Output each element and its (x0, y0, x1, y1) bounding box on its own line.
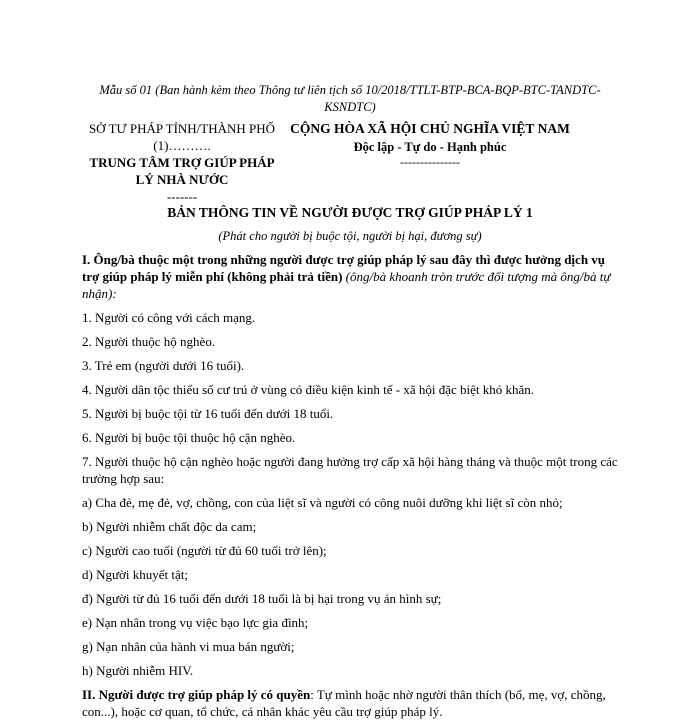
agency-divider: ------- (166, 189, 198, 204)
list-item: a) Cha đẻ, mẹ đẻ, vợ, chồng, con của liệt sĩ và người có công nuôi dưỡng khi liệt sĩ còn nhỏ; (82, 495, 563, 510)
agency-department: SỞ TƯ PHÁP TỈNH/THÀNH PHỐ (1)………. (88, 121, 276, 153)
list-item: 5. Người bị buộc tội từ 16 tuổi đến dưới 18 tuổi. (82, 406, 334, 421)
section-1-instruction: (ông/bà khoanh tròn trước đối tượng mà ông/bà tự nhận): (82, 269, 611, 301)
list-item: 3. Trẻ em (người dưới 16 tuổi). (82, 358, 245, 373)
list-item: 7. Người thuộc hộ cận nghèo hoặc người đang hưởng trợ cấp xã hội hàng tháng và thuộc một trong các trường hợp sau: (82, 454, 618, 486)
nation-name: CỘNG HÒA XÃ HỘI CHỦ NGHĨA VIỆT NAM (290, 121, 570, 136)
motto-divider: --------------- (400, 155, 460, 169)
section-2-text: : Tự mình hoặc nhờ người thân thích (bố, mẹ, vợ, chồng, con...), hoặc cơ quan, tổ chức, cá nhân khác yêu cầu trợ giúp pháp lý. (82, 687, 606, 719)
section-2-paragraph (82, 686, 622, 720)
document-subtitle: (Phát cho người bị buộc tội, người bị hại, đương sự) (218, 229, 482, 243)
section-2-heading: II. Người được trợ giúp pháp lý có quyền (82, 687, 311, 702)
list-item: d) Người khuyết tật; (82, 567, 188, 582)
issuing-agency (82, 120, 282, 205)
section-1-heading: I. Ông/bà thuộc một trong những người được trợ giúp pháp lý sau đây thì được hưởng dịch vụ trợ giúp pháp lý miễn phí (không phải trả tiền) (82, 252, 606, 284)
list-item: h) Người nhiễm HIV. (82, 663, 194, 678)
list-item: c) Người cao tuổi (người từ đủ 60 tuổi trở lên); (82, 543, 327, 558)
document-body (82, 251, 622, 727)
list-item: 2. Người thuộc hộ nghèo. (82, 334, 216, 349)
list-item: 4. Người dân tộc thiểu số cư trú ở vùng có điều kiện kinh tế - xã hội đặc biệt khó khăn. (82, 382, 535, 397)
form-note: Mẫu số 01 (Ban hành kèm theo Thông tư liên tịch số 10/2018/TTLT-BTP-BCA-BQP-BTC-TANDTC-KSNDTC) (99, 83, 601, 114)
national-motto: Độc lập - Tự do - Hạnh phúc (353, 140, 507, 154)
list-item: 6. Người bị buộc tội thuộc hộ cận nghèo. (82, 430, 296, 445)
list-item: 1. Người có công với cách mạng. (82, 310, 256, 325)
list-item: e) Nạn nhân trong vụ việc bạo lực gia đình; (82, 615, 309, 630)
list-item: đ) Người từ đủ 16 tuổi đến dưới 18 tuổi là bị hại trong vụ án hình sự; (82, 591, 442, 606)
agency-center: TRUNG TÂM TRỢ GIÚP PHÁP LÝ NHÀ NƯỚC (89, 155, 275, 187)
list-item: g) Nạn nhân của hành vi mua bán người; (82, 639, 295, 654)
list-item: b) Người nhiễm chất độc da cam; (82, 519, 257, 534)
document-title: BẢN THÔNG TIN VỀ NGƯỜI ĐƯỢC TRỢ GIÚP PHÁP LÝ 1 (167, 205, 533, 220)
section-1-paragraph (82, 251, 622, 302)
national-header (280, 120, 580, 168)
